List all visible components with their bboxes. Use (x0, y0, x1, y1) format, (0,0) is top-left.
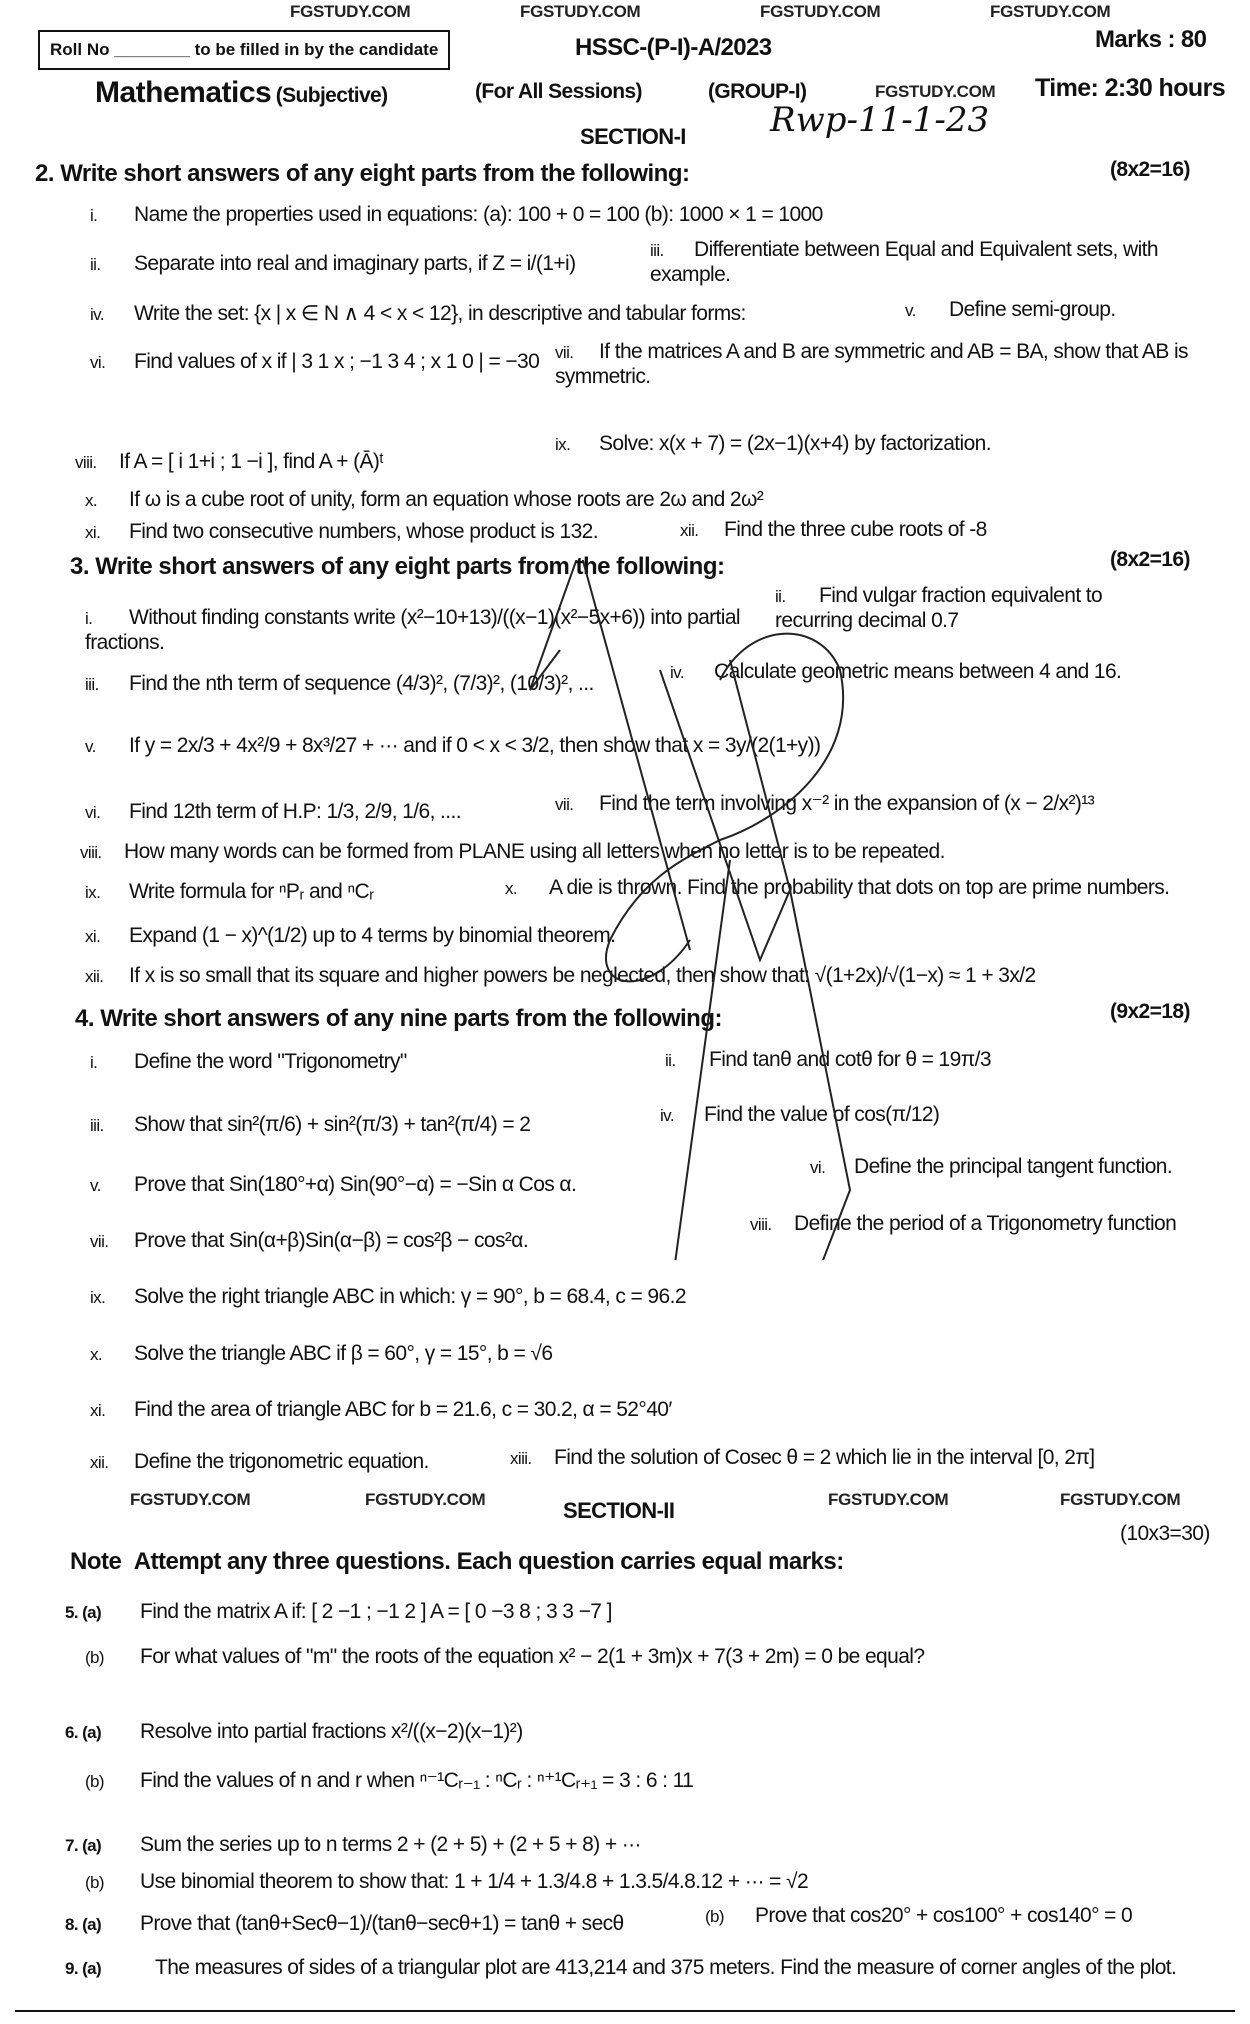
question-4-heading (75, 1005, 722, 1033)
part-number: iii. (85, 675, 99, 694)
q2-part-vi (90, 350, 540, 375)
subject-line (95, 76, 388, 110)
q4-part-xii (90, 1450, 490, 1475)
part-number: ix. (90, 1288, 106, 1307)
q6a (65, 1720, 523, 1744)
question-number: 3. (70, 553, 90, 580)
part-number: viii. (80, 843, 102, 862)
part-number: viii. (750, 1215, 772, 1234)
q4-part-vi (810, 1155, 1230, 1180)
q2-part-ii (90, 252, 635, 277)
question-number: 2. (35, 160, 55, 187)
q2-part-xi (85, 520, 665, 545)
part-number: i. (90, 1053, 98, 1072)
part-number: v. (90, 1176, 101, 1195)
q4-part-i (90, 1050, 630, 1075)
part-number: v. (905, 301, 916, 320)
question-number: (b) (85, 1772, 104, 1791)
question-text: Prove that cos20° + cos100° + cos140° = 0 (755, 1904, 1133, 1927)
q3-part-xi (85, 924, 1205, 949)
question-number: 7. (a) (65, 1836, 102, 1855)
question-title: Write short answers of any eight parts from the following: (95, 553, 725, 580)
question-marks: (8x2=16) (1110, 158, 1190, 181)
part-text: Show that sin²(π/6) + sin²(π/3) + tan²(π/4) = 2 (134, 1113, 531, 1136)
q3-part-v (85, 734, 1205, 759)
part-number: vi. (810, 1158, 826, 1177)
part-text: Find the term involving x⁻² in the expansion of (x − 2/x²)¹³ (599, 792, 1095, 815)
watermark: FGSTUDY.COM (760, 2, 881, 21)
q8a (65, 1912, 685, 1937)
watermark: FGSTUDY.COM (365, 1490, 486, 1509)
watermark: FGSTUDY.COM (875, 82, 996, 101)
part-text: Find the nth term of sequence (4/3)², (7/3)², (10/3)², ... (129, 672, 594, 695)
q4-part-ix (90, 1285, 686, 1309)
watermark: FGSTUDY.COM (130, 1490, 251, 1509)
q5b (85, 1645, 1225, 1670)
part-number: xi. (85, 523, 101, 542)
part-number: xi. (85, 927, 101, 946)
part-text: Find vulgar fraction equivalent to recurring decimal 0.7 (775, 584, 1103, 632)
part-text: Solve the triangle ABC if β = 60°, γ = 15°, b = √6 (134, 1342, 553, 1365)
q7a (65, 1833, 641, 1857)
question-number: 8. (a) (65, 1915, 102, 1934)
question-text: Sum the series up to n terms 2 + (2 + 5) + (2 + 5 + 8) + ··· (140, 1833, 641, 1856)
part-text: Find the area of triangle ABC for b = 21.6, c = 30.2, α = 52°40′ (134, 1398, 672, 1421)
q6b (85, 1768, 693, 1793)
question-text: Find the matrix A if: [ 2 −1 ; −1 2 ] A = [ 0 −3 8 ; 3 3 −7 ] (140, 1600, 612, 1623)
part-text: Define the trigonometric equation. (134, 1450, 429, 1473)
note-text: Attempt any three questions. Each question carries equal marks: (133, 1548, 844, 1575)
part-text: Define semi-group. (949, 298, 1116, 321)
part-text: If x is so small that its square and higher powers be neglected, then show that: √(1+2x)/√(1−x) ≈ 1 + 3x/2 (129, 964, 1036, 987)
q2-part-vii (555, 340, 1195, 389)
watermark: FGSTUDY.COM (1060, 1490, 1181, 1509)
part-text: Write formula for ⁿPᵣ and ⁿCᵣ (129, 880, 374, 903)
part-text: Define the principal tangent function. (854, 1155, 1173, 1178)
q3-part-ii (775, 584, 1175, 633)
part-number: xii. (680, 521, 699, 540)
part-text: Differentiate between Equal and Equivalent sets, with example. (650, 238, 1158, 286)
q4-part-xiii (510, 1446, 1230, 1471)
part-text: Find the three cube roots of -8 (724, 518, 987, 541)
part-text: If the matrices A and B are symmetric and AB = BA, show that AB is symmetric. (555, 340, 1188, 388)
part-number: ii. (90, 255, 101, 274)
question-number: (b) (705, 1907, 724, 1926)
q3-part-xii (85, 964, 1215, 989)
question-number: 4. (75, 1005, 95, 1032)
roll-number-box: Roll No ________ to be filled in by the candidate (38, 30, 450, 70)
q2-part-xii (680, 518, 987, 542)
part-text: Calculate geometric means between 4 and 16. (714, 660, 1122, 683)
part-number: x. (85, 491, 98, 510)
note-line (70, 1548, 844, 1576)
part-number: iv. (660, 1106, 674, 1125)
q4-part-iii (90, 1113, 640, 1138)
part-number: x. (90, 1345, 103, 1364)
q2-part-iii (650, 238, 1190, 287)
part-number: ii. (665, 1051, 676, 1070)
time-allowed: Time: 2:30 hours (1035, 74, 1225, 102)
q2-part-viii (75, 450, 535, 475)
question-marks: (8x2=16) (1110, 548, 1190, 571)
part-text: Find values of x if | 3 1 x ; −1 3 4 ; x 1 0 | = −30 (134, 350, 540, 373)
part-number: vi. (85, 803, 101, 822)
part-number: vii. (555, 343, 574, 362)
part-number: xii. (85, 967, 104, 986)
q2-part-ix (555, 432, 1195, 457)
q9a (65, 1956, 1230, 1981)
bottom-rule (15, 2010, 1235, 2012)
part-number: ix. (555, 435, 571, 454)
q4-part-xi (90, 1398, 672, 1422)
part-text: Find 12th term of H.P: 1/3, 2/9, 1/6, .... (129, 800, 461, 823)
part-text: If ω is a cube root of unity, form an equation whose roots are 2ω and 2ω² (129, 488, 764, 511)
q2-part-x (85, 488, 763, 512)
q4-part-v (90, 1173, 790, 1198)
watermark: FGSTUDY.COM (990, 2, 1111, 21)
section-title: SECTION-I (580, 124, 686, 149)
part-text: Separate into real and imaginary parts, if Z = i/(1+i) (134, 252, 576, 275)
part-number: iii. (90, 1116, 104, 1135)
q2-part-iv (90, 302, 880, 327)
part-number: viii. (75, 453, 97, 472)
watermark: FGSTUDY.COM (520, 2, 641, 21)
part-number: xiii. (510, 1449, 532, 1468)
q3-part-i (85, 606, 755, 655)
question-2-heading (35, 160, 689, 188)
subjective-label: (Subjective) (275, 84, 388, 107)
part-text: Find the value of cos(π/12) (704, 1103, 940, 1126)
part-text: Define the period of a Trigonometry function (794, 1212, 1177, 1235)
q4-part-ii (665, 1048, 1205, 1073)
part-text: Expand (1 − x)^(1/2) up to 4 terms by binomial theorem. (129, 924, 616, 947)
q4-part-viii (750, 1212, 1220, 1237)
q4-part-iv (660, 1103, 1200, 1128)
section-2-marks: (10x3=30) (1120, 1522, 1210, 1545)
question-text: For what values of "m" the roots of the equation x² − 2(1 + 3m)x + 7(3 + 2m) = 0 be equal? (140, 1645, 925, 1668)
q4-part-vii (90, 1229, 730, 1254)
q3-part-x (505, 876, 1225, 901)
part-text: If y = 2x/3 + 4x²/9 + 8x³/27 + ··· and if 0 < x < 3/2, then show that x = 3y/(2(1+y)) (129, 734, 821, 757)
watermark: FGSTUDY.COM (290, 2, 411, 21)
part-number: xi. (90, 1401, 106, 1420)
part-number: iii. (650, 241, 664, 260)
part-number: iv. (670, 663, 684, 682)
note-label: Note (70, 1548, 122, 1575)
q3-part-ix (85, 880, 485, 905)
q7b (85, 1870, 808, 1894)
question-3-heading (70, 553, 724, 581)
part-number: ix. (85, 883, 101, 902)
section-2-title: SECTION-II (563, 1498, 675, 1523)
q3-part-viii (80, 840, 1210, 865)
question-text: Resolve into partial fractions x²/((x−2)(x−1)²) (140, 1720, 523, 1743)
part-text: Find two consecutive numbers, whose product is 132. (129, 520, 598, 543)
sessions-label: (For All Sessions) (475, 80, 642, 103)
question-number: (b) (85, 1648, 104, 1667)
question-text: Find the values of n and r when ⁿ⁻¹Cᵣ₋₁ : ⁿCᵣ : ⁿ⁺¹Cᵣ₊₁ = 3 : 6 : 11 (140, 1769, 694, 1792)
part-text: If A = [ i 1+i ; 1 −i ], find A + (Ā)ᵗ (119, 450, 384, 473)
part-text: Solve: x(x + 7) = (2x−1)(x+4) by factorization. (599, 432, 991, 455)
question-text: The measures of sides of a triangular plot are 413,214 and 375 meters. Find the measure of corner angles of the plot. (155, 1956, 1177, 1979)
part-text: Write the set: {x | x ∈ N ∧ 4 < x < 12}, in descriptive and tabular forms: (134, 302, 746, 325)
part-number: xii. (90, 1453, 109, 1472)
question-number: 5. (a) (65, 1603, 102, 1622)
part-text: Define the word "Trigonometry" (134, 1050, 407, 1073)
total-marks: Marks : 80 (1095, 26, 1207, 53)
q3-part-iv (670, 660, 1210, 685)
part-number: vi. (90, 353, 106, 372)
part-number: vii. (555, 795, 574, 814)
q3-part-iii (85, 672, 655, 697)
question-marks: (9x2=18) (1110, 1000, 1190, 1023)
q2-part-i (90, 203, 823, 227)
part-number: v. (85, 737, 96, 756)
group-label: (GROUP-I) (708, 80, 807, 103)
question-number: (b) (85, 1873, 104, 1892)
part-number: i. (85, 609, 93, 628)
part-text: Find the solution of Cosec θ = 2 which lie in the interval [0, 2π] (554, 1446, 1095, 1469)
q5a (65, 1600, 612, 1624)
part-number: x. (505, 879, 518, 898)
part-number: vii. (90, 1232, 109, 1251)
q3-part-vi (85, 800, 535, 825)
part-text: Prove that Sin(180°+α) Sin(90°−α) = −Sin α Cos α. (134, 1173, 577, 1196)
question-number: 6. (a) (65, 1723, 102, 1742)
part-number: i. (90, 206, 98, 225)
q3-part-vii (555, 792, 1215, 817)
question-text: Prove that (tanθ+Secθ−1)/(tanθ−secθ+1) = tanθ + secθ (140, 1912, 624, 1935)
part-text: How many words can be formed from PLANE using all letters when no letter is to be repeated. (124, 840, 945, 863)
question-title: Write short answers of any nine parts from the following: (100, 1005, 722, 1032)
part-text: A die is thrown. Find the probability that dots on top are prime numbers. (549, 876, 1170, 899)
question-number: 9. (a) (65, 1959, 102, 1978)
part-number: iv. (90, 305, 104, 324)
watermark: FGSTUDY.COM (828, 1490, 949, 1509)
part-text: Without finding constants write (x²−10+13)/((x−1)(x²−5x+6)) into partial fractions. (85, 606, 740, 654)
q8b (705, 1904, 1225, 1929)
question-text: Use binomial theorem to show that: 1 + 1/4 + 1.3/4.8 + 1.3.5/4.8.12 + ··· = √2 (140, 1870, 809, 1893)
part-text: Find tanθ and cotθ for θ = 19π/3 (709, 1048, 991, 1071)
q4-part-x (90, 1342, 552, 1366)
handwritten-date: Rwp-11-1-23 (770, 100, 990, 140)
part-text: Name the properties used in equations: (a): 100 + 0 = 100 (b): 1000 × 1 = 1000 (134, 203, 823, 226)
question-title: Write short answers of any eight parts from the following: (60, 160, 690, 187)
q2-part-v (905, 298, 1116, 322)
part-number: ii. (775, 587, 786, 606)
part-text: Prove that Sin(α+β)Sin(α−β) = cos²β − cos²α. (134, 1229, 529, 1252)
part-text: Solve the right triangle ABC in which: γ = 90°, b = 68.4, c = 96.2 (134, 1285, 686, 1308)
paper-code: HSSC-(P-I)-A/2023 (575, 34, 772, 61)
subject-title: Mathematics (95, 76, 272, 109)
